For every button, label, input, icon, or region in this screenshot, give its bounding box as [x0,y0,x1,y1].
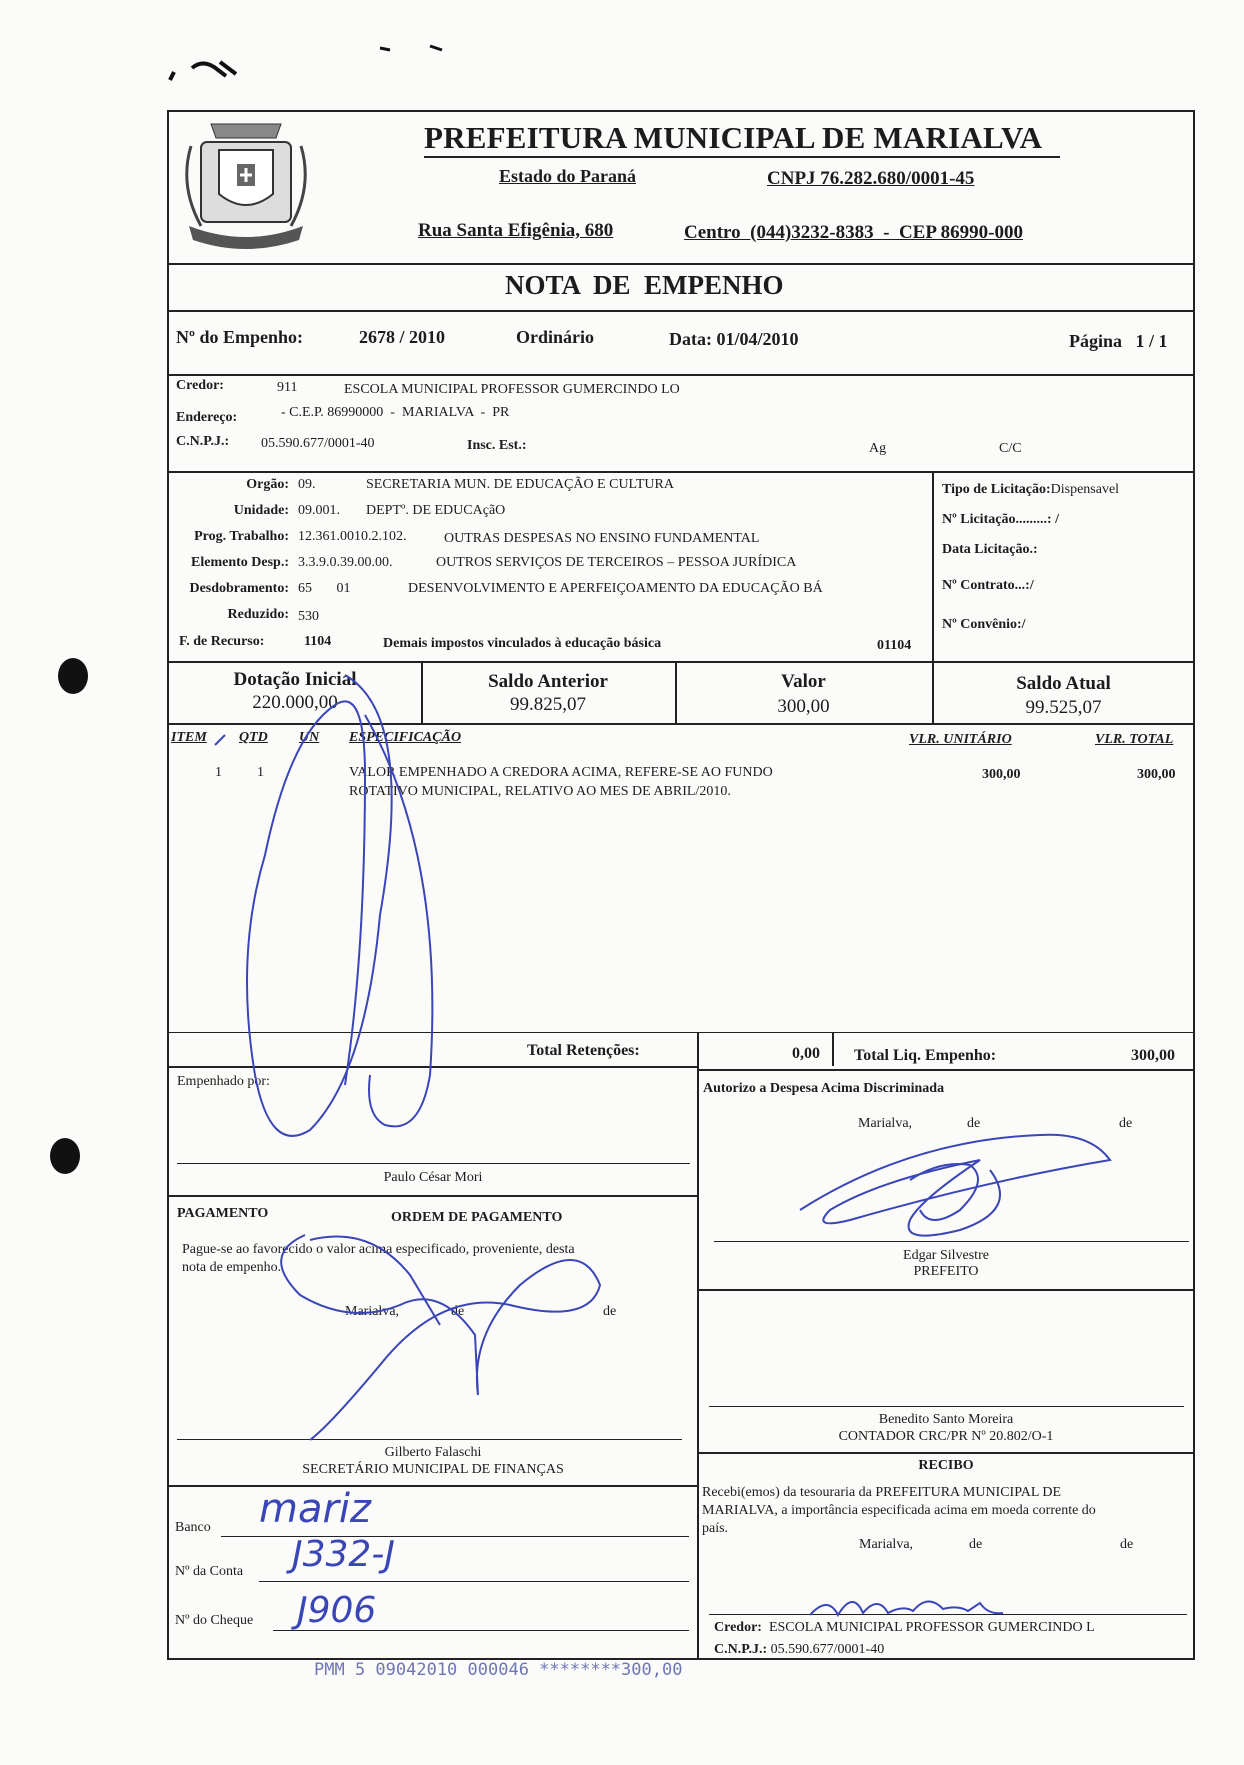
desdobramento-label: Desdobramento: [189,581,289,596]
elemento-label: Elemento Desp.: [191,555,289,570]
prog-trabalho-desc: OUTRAS DESPESAS NO ENSINO FUNDAMENTAL [444,531,760,546]
autorizo-signer-role: PREFEITO [913,1264,979,1279]
municipality-title: PREFEITURA MUNICIPAL DE MARIALVA [424,120,1043,155]
scan-smudge [160,40,280,100]
credor-address: - C.E.P. 86990000 - MARIALVA - PR [281,405,510,420]
col-un: UN [299,730,320,745]
recibo-cnpj-label: C.N.P.J.: [714,1642,768,1657]
pagamento-label: PAGAMENTO [177,1206,269,1221]
recibo-text-3: país. [702,1521,729,1536]
empenhado-name: Paulo César Mori [383,1170,483,1185]
dotacao-inicial-value: 220.000,00 [252,692,338,713]
autorizo-label: Autorizo a Despesa Acima Discriminada [703,1081,945,1096]
ag-label: Ag [869,441,887,456]
credor-name: ESCOLA MUNICIPAL PROFESSOR GUMERCINDO LO [344,382,680,397]
recurso-label: F. de Recurso: [179,634,265,649]
empenhado-signature [215,655,545,1155]
valor-value: 300,00 [777,696,830,717]
recibo-text-1: Recebi(emos) da tesouraria da PREFEITURA MUNICIPAL DE [702,1485,1062,1500]
item-qtd: 1 [257,765,264,780]
unidade-code: 09.001. [298,503,340,518]
secretario-signature [260,1215,680,1445]
item-spec-line-2: ROTATIVO MUNICIPAL, RELATIVO AO MES DE ABRIL/2010. [349,784,731,799]
recibo-text-2: MARIALVA, a importância especificada acima em moeda corrente do [702,1503,1096,1518]
empenho-number-label: Nº do Empenho: [176,327,303,347]
numero-convenio: Nº Convênio:/ [942,617,1026,632]
street-address: Rua Santa Efigênia, 680 [418,220,614,241]
dotacao-inicial-label: Dotação Inicial [233,669,357,690]
recibo-cnpj [714,1642,884,1658]
cheque-handwritten: J906 [297,1590,377,1631]
prog-trabalho-code: 12.361.0010.2.102. [298,529,407,544]
col-especificacao: ESPECIFICAÇÃO [349,730,462,745]
saldo-atual-value: 99.525,07 [1025,697,1102,718]
empenho-type: Ordinário [516,327,595,347]
banco-handwritten: mariz [259,1486,372,1532]
item-total-value: 300,00 [1137,767,1176,782]
coat-of-arms-icon [171,116,321,266]
item-number: 1 [215,765,222,780]
page-number: Página 1 / 1 [1069,331,1168,351]
saldo-anterior-value: 99.825,07 [510,694,586,715]
tipo-licitacao-value: Dispensavel [1050,482,1120,497]
col-vlr-total: VLR. TOTAL [1095,732,1174,747]
col-vlr-unitario: VLR. UNITÁRIO [909,732,1012,747]
pagamento-de-2: de [603,1304,617,1319]
conta-handwritten: J332-J [292,1534,395,1575]
pagamento-text-2: nota de empenho. [182,1260,282,1275]
col-qtd: QTD [239,730,268,745]
recibo-de-2: de [1120,1537,1134,1552]
orgao-code: 09. [298,477,316,492]
reduzido-label: Reduzido: [227,607,289,622]
orgao-label: Orgão: [246,477,289,492]
contador-name: Benedito Santo Moreira [878,1412,1014,1427]
credor-code: 911 [277,380,298,395]
total-liquido-value: 300,00 [1131,1047,1175,1064]
valor-label: Valor [781,671,826,692]
autorizo-de-1: de [967,1116,981,1131]
state-label: Estado do Paraná [499,166,637,186]
credor-label: Credor: [176,378,224,393]
elemento-code: 3.3.9.0.39.00.00. [298,555,393,570]
recurso-code: 1104 [304,634,332,649]
desdobramento-desc: DESENVOLVIMENTO E APERFEIÇOAMENTO DA EDUCAÇÃO BÁ [408,581,823,596]
autorizo-de-2: de [1119,1116,1133,1131]
numero-licitacao: Nº Licitação.........: / [942,512,1059,527]
total-retencoes-value: 0,00 [792,1045,820,1062]
reduzido-code: 530 [298,609,319,624]
unidade-desc: DEPTº. DE EDUCAçãO [366,503,506,518]
credor-signature [808,1585,1008,1625]
pagamento-signer-name: Gilberto Falaschi [384,1445,482,1460]
recurso-code-2: 01104 [877,638,912,653]
recibo-de-1: de [969,1537,983,1552]
recibo-title: RECIBO [918,1458,974,1473]
punch-hole-bottom [50,1138,80,1174]
document-title: NOTA DE EMPENHO [505,270,784,300]
cc-label: C/C [999,441,1022,456]
credor-cnpj: 05.590.677/0001-40 [261,436,375,451]
desdobramento-code: 65 01 [298,581,351,596]
elemento-desc: OUTROS SERVIÇOS DE TERCEIROS – PESSOA JURÍDICA [436,555,797,570]
cnpj-header: CNPJ 76.282.680/0001-45 [767,168,975,189]
pagamento-place: Marialva, [345,1304,400,1319]
total-liquido-label: Total Liq. Empenho: [854,1047,997,1064]
empenho-date: Data: 01/04/2010 [669,329,799,349]
banco-label: Banco [175,1520,211,1535]
tipo-licitacao-label: Tipo de Licitação: [942,482,1051,497]
pagamento-signer-role: SECRETÁRIO MUNICIPAL DE FINANÇAS [302,1462,564,1477]
unidade-label: Unidade: [233,503,289,518]
recibo-credor-label: Credor: [714,1620,762,1635]
recurso-desc: Demais impostos vinculados à educação básica [383,636,662,651]
saldo-atual-label: Saldo Atual [1016,673,1111,694]
item-spec-line-1: VALOR EMPENHADO A CREDORA ACIMA, REFERE-SE AO FUNDO [349,765,773,780]
recibo-credor-name: ESCOLA MUNICIPAL PROFESSOR GUMERCINDO L [768,1620,1095,1635]
cheque-label: Nº do Cheque [175,1613,254,1628]
insc-est-label: Insc. Est.: [467,438,527,453]
recibo-cnpj-value: 05.590.677/0001-40 [770,1642,885,1657]
col-item: ITEM [171,730,207,745]
address-label: Endereço: [176,410,238,425]
address-rest: Centro (044)3232-8383 - CEP 86990-000 [684,222,1023,243]
pagamento-text-1: Pague-se ao favorecido o valor acima especificado, proveniente, desta [182,1242,575,1257]
contador-role: CONTADOR CRC/PR Nº 20.802/O-1 [838,1429,1054,1444]
pagamento-de-1: de [451,1304,465,1319]
empenho-number: 2678 / 2010 [359,327,446,347]
autorizo-signer-name: Edgar Silvestre [903,1248,989,1263]
prog-trabalho-label: Prog. Trabalho: [194,529,289,544]
autorizo-place: Marialva, [858,1116,913,1131]
item-unit-value: 300,00 [982,767,1021,782]
conta-label: Nº da Conta [175,1564,244,1579]
numero-contrato: Nº Contrato...:/ [942,578,1034,593]
total-retencoes-label: Total Retenções: [527,1042,640,1059]
prefeito-signature [790,1120,1120,1240]
orgao-desc: SECRETARIA MUN. DE EDUCAÇÃO E CULTURA [366,477,674,492]
saldo-anterior-label: Saldo Anterior [488,671,608,692]
recibo-place: Marialva, [859,1537,914,1552]
punch-hole-top [58,658,88,694]
data-licitacao: Data Licitação.: [942,542,1038,557]
ordem-pagamento-label: ORDEM DE PAGAMENTO [391,1210,563,1225]
empenhado-label: Empenhado por: [177,1074,270,1089]
mechanical-stamp: PMM 5 09042010 000046 ********300,00 [314,1660,683,1680]
cnpj-label: C.N.P.J.: [176,434,230,449]
